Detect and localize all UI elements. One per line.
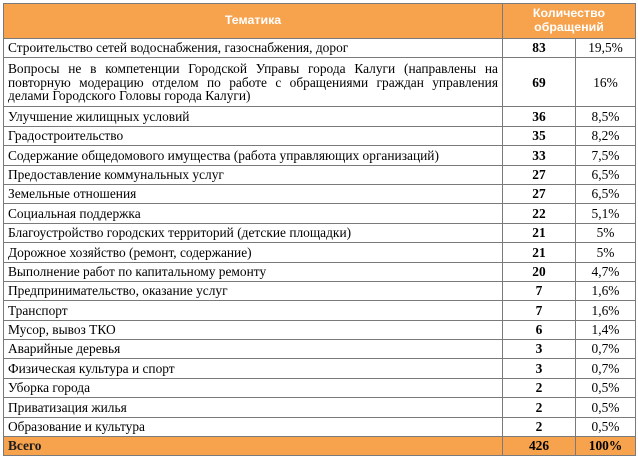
topic-cell: Социальная поддержка xyxy=(4,204,503,223)
table-row xyxy=(4,243,636,262)
table-row xyxy=(4,165,636,184)
percent-cell: 16% xyxy=(576,58,636,107)
count-cell: 22 xyxy=(503,204,576,223)
count-cell: 2 xyxy=(503,398,576,417)
percent-cell: 0,7% xyxy=(576,340,636,359)
table-row xyxy=(4,223,636,242)
count-header xyxy=(503,4,636,39)
topic-header: Тематика xyxy=(4,4,503,39)
table-row xyxy=(4,39,636,58)
count-cell: 3 xyxy=(503,340,576,359)
percent-cell: 1,6% xyxy=(576,301,636,320)
topic-cell: Выполнение работ по капитальному ремонту xyxy=(4,262,503,281)
count-cell: 21 xyxy=(503,223,576,242)
count-cell: 33 xyxy=(503,146,576,165)
topic-cell: Дорожное хозяйство (ремонт, содержание) xyxy=(4,243,503,262)
topic-cell: Мусор, вывоз ТКО xyxy=(4,320,503,339)
percent-cell: 5,1% xyxy=(576,204,636,223)
table-row xyxy=(4,398,636,417)
total-percent: 100% xyxy=(576,437,636,456)
topic-cell: Физическая культура и спорт xyxy=(4,359,503,378)
percent-cell: 4,7% xyxy=(576,262,636,281)
percent-cell: 1,4% xyxy=(576,320,636,339)
percent-cell: 0,7% xyxy=(576,359,636,378)
table-row xyxy=(4,262,636,281)
count-cell: 3 xyxy=(503,359,576,378)
topic-cell: Вопросы не в компетенции Городской Управы города Калуги (направлены на повторную модерацию отделом по работе с обращениями граждан управления делами Городского Головы города Калуги) xyxy=(4,58,503,107)
percent-cell: 6,5% xyxy=(576,165,636,184)
topic-cell: Образование и культура xyxy=(4,417,503,436)
count-cell: 2 xyxy=(503,378,576,397)
topic-cell: Аварийные деревья xyxy=(4,340,503,359)
header-row xyxy=(4,4,636,39)
topic-cell: Земельные отношения xyxy=(4,184,503,203)
count-cell: 83 xyxy=(503,39,576,58)
topic-cell: Строительство сетей водоснабжения, газоснабжения, дорог xyxy=(4,39,503,58)
percent-cell: 1,6% xyxy=(576,281,636,300)
topic-cell: Градостроительство xyxy=(4,126,503,145)
table-row xyxy=(4,58,636,107)
table-row xyxy=(4,320,636,339)
count-cell: 20 xyxy=(503,262,576,281)
count-cell: 6 xyxy=(503,320,576,339)
table-row xyxy=(4,378,636,397)
table-row xyxy=(4,107,636,126)
total-label: Всего xyxy=(4,437,503,456)
count-cell: 2 xyxy=(503,417,576,436)
topic-cell: Содержание общедомового имущества (работа управляющих организаций) xyxy=(4,146,503,165)
percent-cell: 0,5% xyxy=(576,398,636,417)
topic-cell: Благоустройство городских территорий (детские площадки) xyxy=(4,223,503,242)
topic-cell: Предпринимательство, оказание услуг xyxy=(4,281,503,300)
count-cell: 27 xyxy=(503,184,576,203)
table-row xyxy=(4,281,636,300)
count-cell: 21 xyxy=(503,243,576,262)
topic-cell: Предоставление коммунальных услуг xyxy=(4,165,503,184)
total-row xyxy=(4,437,636,456)
table-row xyxy=(4,204,636,223)
table-row xyxy=(4,126,636,145)
percent-cell: 19,5% xyxy=(576,39,636,58)
table-row xyxy=(4,340,636,359)
appeals-table xyxy=(3,3,636,456)
percent-cell: 0,5% xyxy=(576,378,636,397)
table-row xyxy=(4,417,636,436)
count-header-line2: обращений xyxy=(534,20,604,34)
percent-cell: 6,5% xyxy=(576,184,636,203)
percent-cell: 0,5% xyxy=(576,417,636,436)
count-cell: 7 xyxy=(503,281,576,300)
topic-cell: Приватизация жилья xyxy=(4,398,503,417)
count-cell: 27 xyxy=(503,165,576,184)
count-header-line1: Количество xyxy=(532,6,606,21)
count-cell: 35 xyxy=(503,126,576,145)
count-cell: 36 xyxy=(503,107,576,126)
count-cell: 69 xyxy=(503,58,576,107)
count-cell: 7 xyxy=(503,301,576,320)
table-row xyxy=(4,359,636,378)
percent-cell: 5% xyxy=(576,243,636,262)
table-row xyxy=(4,146,636,165)
topic-cell: Улучшение жилищных условий xyxy=(4,107,503,126)
topic-cell: Транспорт xyxy=(4,301,503,320)
total-count: 426 xyxy=(503,437,576,456)
percent-cell: 5% xyxy=(576,223,636,242)
percent-cell: 7,5% xyxy=(576,146,636,165)
topic-cell: Уборка города xyxy=(4,378,503,397)
percent-cell: 8,2% xyxy=(576,126,636,145)
table-row xyxy=(4,301,636,320)
table-row xyxy=(4,184,636,203)
percent-cell: 8,5% xyxy=(576,107,636,126)
